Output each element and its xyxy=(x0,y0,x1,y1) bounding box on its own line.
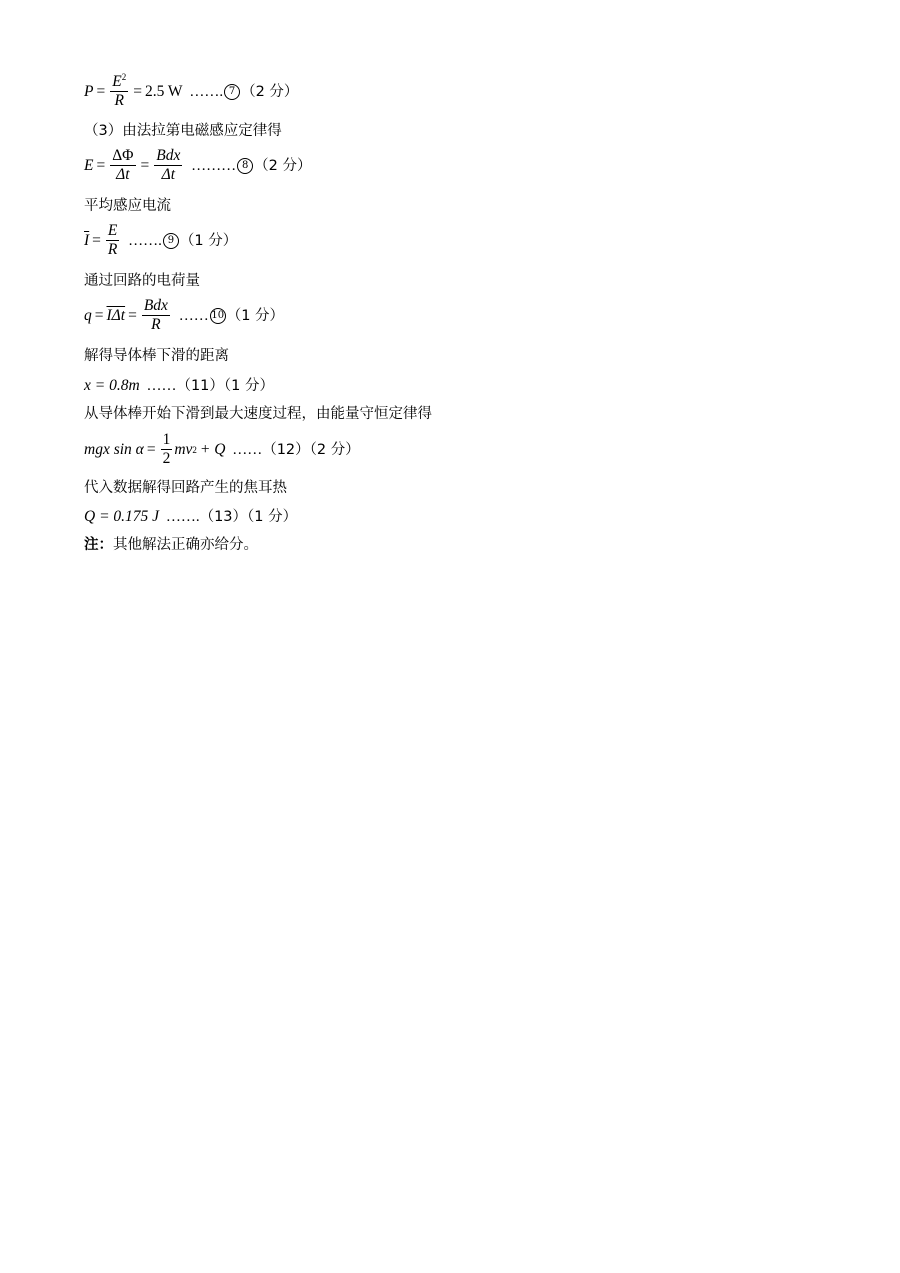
heat-label: 代入数据解得回路产生的焦耳热 xyxy=(84,480,287,496)
note xyxy=(84,536,258,554)
equation-12: mgx sin α = $\frac{1}{2}$ mv 2 + Q ……（12）（2 分） xyxy=(84,431,360,468)
avg-current-label: 平均感应电流 xyxy=(84,198,171,214)
equation-11: x = 0.8m ……（11）（1 分） xyxy=(84,377,274,394)
eq12-fraction: $\frac{1}{2}$ xyxy=(162,431,171,468)
marker-7: 7 xyxy=(224,84,240,100)
eq7-score: （2 分） xyxy=(241,83,299,100)
eq9-score: （1 分） xyxy=(179,232,238,249)
marker-9: 9 xyxy=(163,233,179,249)
eq9-fraction: $\frac{E}{R}$ xyxy=(107,222,118,259)
eq11-tag: （11） xyxy=(176,378,224,394)
eq8-fraction-2: $\frac{\text{Bdx}}{\Delta t}$ xyxy=(156,147,181,184)
eq7-rhs: 2.5 W xyxy=(144,82,183,100)
eq10-fraction: $\frac{\text{Bdx}}{R}$ xyxy=(143,297,168,334)
charge-label: 通过回路的电荷量 xyxy=(84,273,200,289)
eq12-score: （2 分） xyxy=(309,441,360,458)
marker-8: 8 xyxy=(237,158,253,174)
eq12-tag: （12） xyxy=(262,441,310,458)
note-text: 其他解法正确亦给分。 xyxy=(113,537,258,553)
eq10-score: （1 分） xyxy=(226,307,285,324)
eq8-fraction-1: $\frac{\Delta\Phi}{\Delta t}$ xyxy=(112,147,134,184)
eq7-lhs: P xyxy=(84,82,94,100)
equation-7: P = $\frac{E^2}{R}$ = 2.5 W ……. 7 （2 分） xyxy=(84,71,299,110)
eq11-score: （1 分） xyxy=(223,378,274,394)
distance-label: 解得导体棒下滑的距离 xyxy=(84,348,229,364)
equation-13: Q = 0.175 J …….（13）（1 分） xyxy=(84,508,298,525)
eq8-score: （2 分） xyxy=(254,157,312,174)
marker-10: 10 xyxy=(210,308,226,324)
eq13-tag: （13） xyxy=(199,509,248,525)
energy-label: 从导体棒开始下滑到最大速度过程，由能量守恒定律得 xyxy=(84,406,432,422)
equation-10: q = $\overline{I\Delta t}$ = $\frac{\text{Bdx}}{R}$ …… 10 （1 分） xyxy=(84,297,285,334)
eq7-fraction: $\frac{E^2}{R}$ xyxy=(112,71,127,110)
note-label: 注： xyxy=(84,537,113,553)
eq13-score: （1 分） xyxy=(247,509,298,525)
step-3-heading: （3）由法拉第电磁感应定律得 xyxy=(84,123,282,139)
equation-9: $\overline{I}$ = $\frac{E}{R}$ ……. 9 （1 分） xyxy=(84,222,238,259)
equation-8: E = $\frac{\Delta\Phi}{\Delta t}$ = $\frac{\text{Bdx}}{\Delta t}$ ……… 8 （2 分） xyxy=(84,147,312,184)
